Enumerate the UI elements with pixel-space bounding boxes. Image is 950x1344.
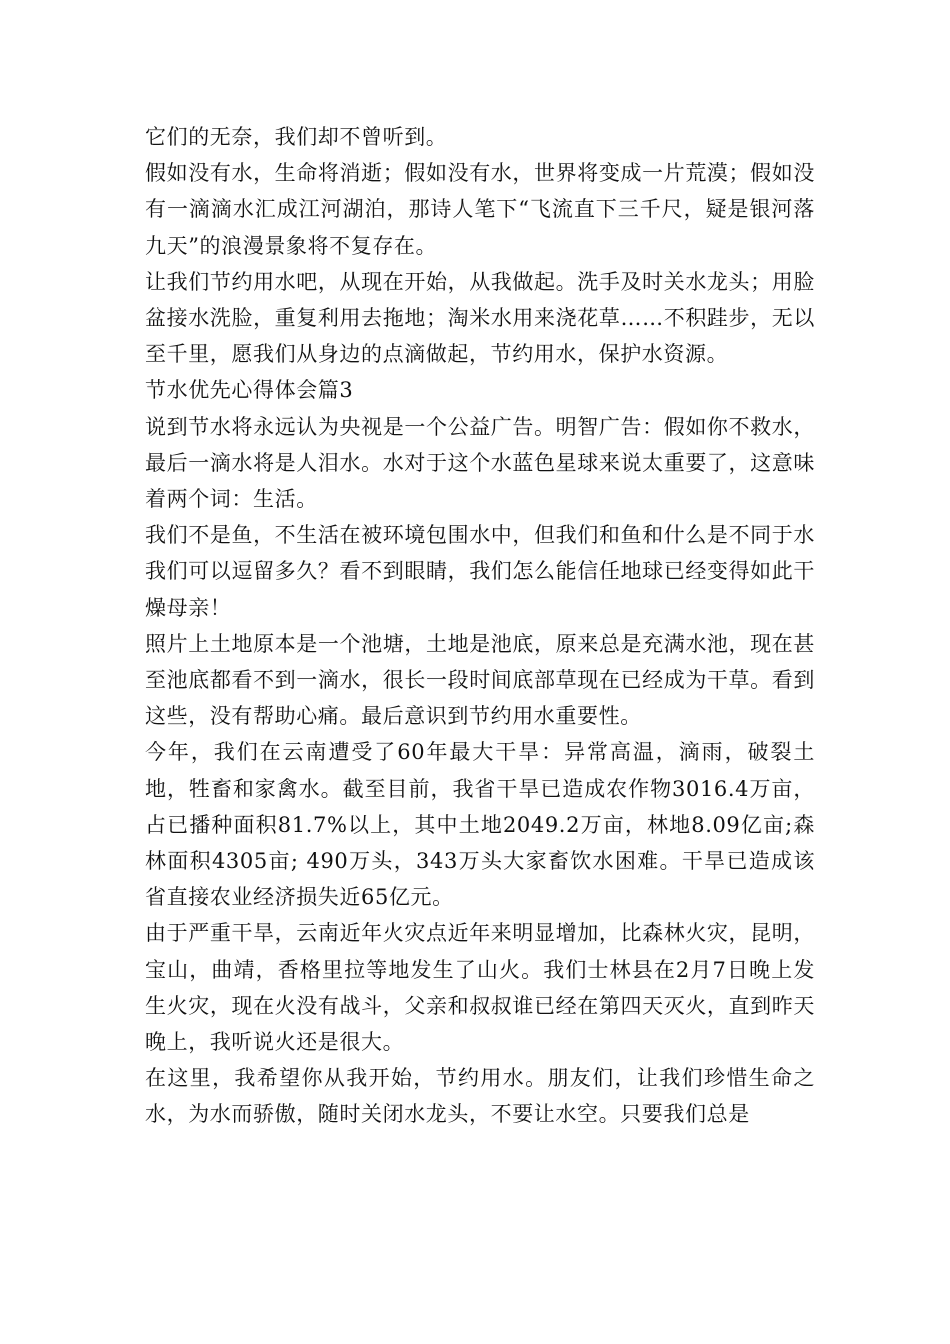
paragraph: 让我们节约用水吧，从现在开始，从我做起。洗手及时关水龙头；用脸盆接水洗脸，重复利用去拖地；淘米水用来浇花草……不积跬步，无以至千里，愿我们从身边的点滴做起，节约用水，保护水资源。 <box>145 269 815 367</box>
paragraph: 在这里，我希望你从我开始，节约用水。朋友们，让我们珍惜生命之水，为水而骄傲，随时关闭水龙头，不要让水空。只要我们总是 <box>145 1066 815 1127</box>
paragraph: 假如没有水，生命将消逝；假如没有水，世界将变成一片荒漠；假如没有一滴滴水汇成江河湖泊，那诗人笔下“飞流直下三千尺，疑是银河落九天”的浪漫景象将不复存在。 <box>145 161 815 258</box>
section-heading: 节水优先心得体会篇3 <box>145 378 354 403</box>
paragraph: 说到节水将永远认为央视是一个公益广告。明智广告：假如你不救水，最后一滴水将是人泪水。水对于这个水蓝色星球来说太重要了，这意味着两个词：生活。 <box>145 414 815 512</box>
paragraph: 它们的无奈，我们却不曾听到。 <box>145 125 448 149</box>
document-body <box>145 119 815 1133</box>
paragraph: 由于严重干旱，云南近年火灾点近年来明显增加，比森林火灾，昆明，宝山，曲靖，香格里拉等地发生了山火。我们士林县在2月7日晚上发生火灾，现在火没有战斗，父亲和叔叔谁已经在第四天灭火，直到昨天晚上，我听说火还是很大。 <box>145 921 815 1055</box>
paragraph: 照片上土地原本是一个池塘，土地是池底，原来总是充满水池，现在甚至池底都看不到一滴水，很长一段时间底部草现在已经成为干草。看到这些，没有帮助心痛。最后意识到节约用水重要性。 <box>145 631 815 729</box>
paragraph: 今年，我们在云南遭受了60年最大干旱：异常高温，滴雨，破裂土地，牲畜和家禽水。截至目前，我省干旱已造成农作物3016.4万亩，占已播种面积81.7%以上，其中土地2049.2万亩，林地8.09亿亩;森林面积4305亩; 490万头，343万头大家畜饮水困难。干旱已造成该省直接农业经济损失近65亿元。 <box>145 740 815 910</box>
paragraph: 我们不是鱼，不生活在被环境包围水中，但我们和鱼和什么是不同于水我们可以逗留多久？看不到眼睛，我们怎么能信任地球已经变得如此干燥母亲！ <box>145 523 815 620</box>
